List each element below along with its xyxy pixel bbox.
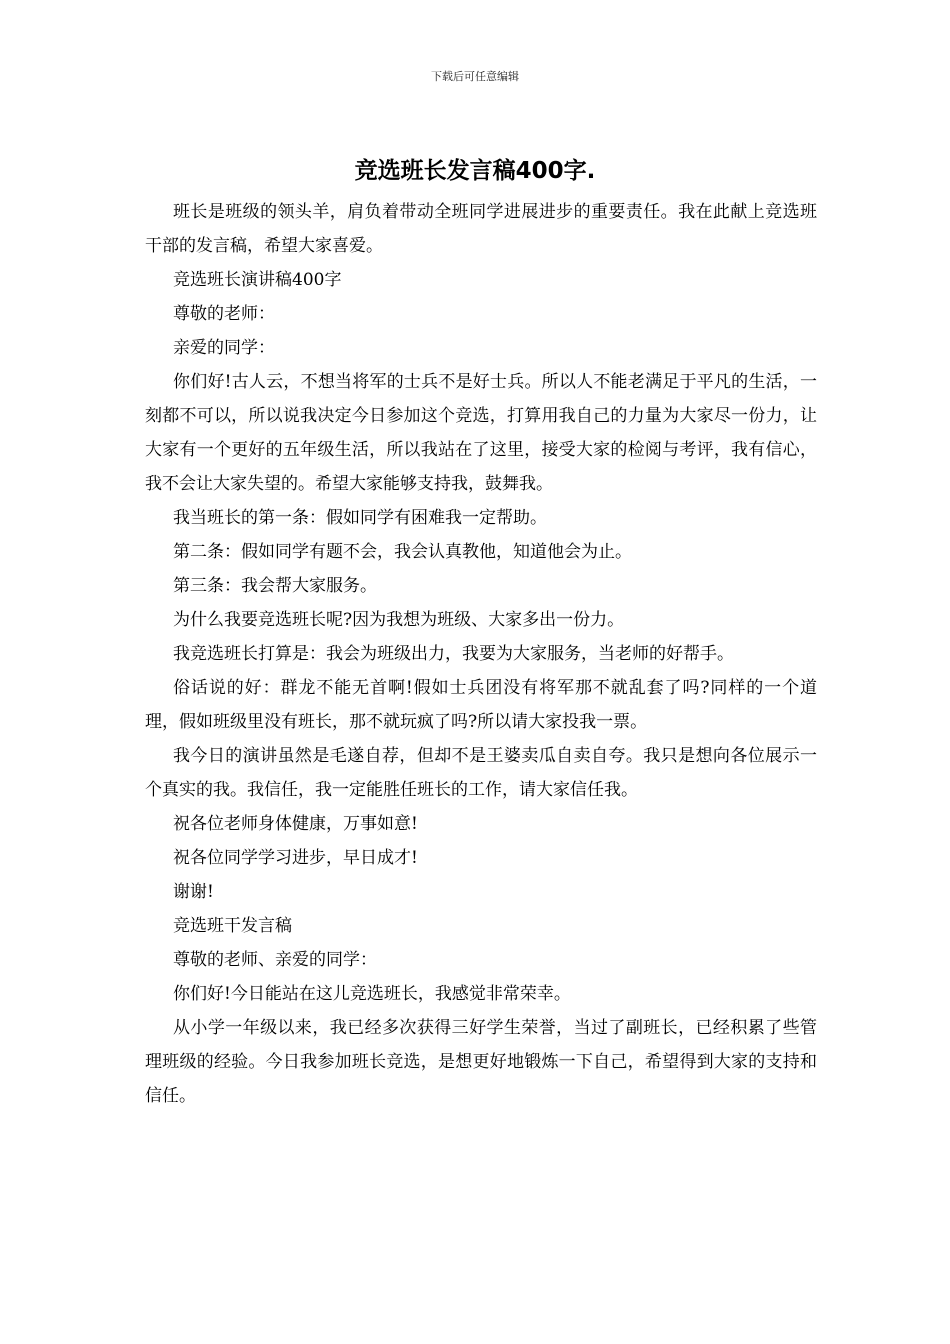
paragraph: 班长是班级的领头羊，肩负着带动全班同学进展进步的重要责任。我在此献上竞选班干部的发言稿，希望大家喜爱。 bbox=[145, 202, 817, 256]
paragraph: 我今日的演讲虽然是毛遂自荐，但却不是王婆卖瓜自卖自夸。我只是想向各位展示一个真实的我。我信任，我一定能胜任班长的工作，请大家信任我。 bbox=[145, 746, 817, 800]
paragraph: 我当班长的第一条：假如同学有困难我一定帮助。 bbox=[173, 508, 547, 528]
document-body bbox=[145, 195, 817, 1113]
paragraph: 尊敬的老师、亲爱的同学： bbox=[173, 950, 377, 970]
paragraph: 谢谢! bbox=[173, 882, 214, 902]
paragraph: 竞选班长演讲稿400字 bbox=[173, 270, 342, 290]
paragraph: 俗话说的好：群龙不能无首啊!假如士兵团没有将军那不就乱套了吗?同样的一个道理，假如班级里没有班长，那不就玩疯了吗?所以请大家投我一票。 bbox=[145, 678, 817, 732]
paragraph: 尊敬的老师： bbox=[173, 304, 275, 324]
paragraph: 我竞选班长打算是：我会为班级出力，我要为大家服务，当老师的好帮手。 bbox=[173, 644, 734, 664]
paragraph: 第三条：我会帮大家服务。 bbox=[173, 576, 377, 596]
paragraph: 从小学一年级以来，我已经多次获得三好学生荣誉，当过了副班长，已经积累了些管理班级的经验。今日我参加班长竞选，是想更好地锻炼一下自己，希望得到大家的支持和信任。 bbox=[145, 1018, 817, 1106]
paragraph: 你们好!古人云，不想当将军的士兵不是好士兵。所以人不能老满足于平凡的生活，一刻都不可以，所以说我决定今日参加这个竞选，打算用我自己的力量为大家尽一份力，让大家有一个更好的五年级生活，所以我站在了这里，接受大家的检阅与考评，我有信心，我不会让大家失望的。希望大家能够支持我，鼓舞我。 bbox=[145, 372, 817, 494]
paragraph: 祝各位同学学习进步，早日成才! bbox=[173, 848, 418, 868]
header-note: 下载后可任意编辑 bbox=[431, 70, 519, 83]
document-title: 竞选班长发言稿400字. bbox=[354, 158, 596, 184]
paragraph: 第二条：假如同学有题不会，我会认真教他，知道他会为止。 bbox=[173, 542, 632, 562]
paragraph: 亲爱的同学： bbox=[173, 338, 275, 358]
paragraph: 祝各位老师身体健康，万事如意! bbox=[173, 814, 418, 834]
paragraph: 竞选班干发言稿 bbox=[173, 916, 292, 936]
paragraph: 为什么我要竞选班长呢?因为我想为班级、大家多出一份力。 bbox=[173, 610, 625, 630]
paragraph: 你们好!今日能站在这儿竞选班长，我感觉非常荣幸。 bbox=[173, 984, 571, 1004]
